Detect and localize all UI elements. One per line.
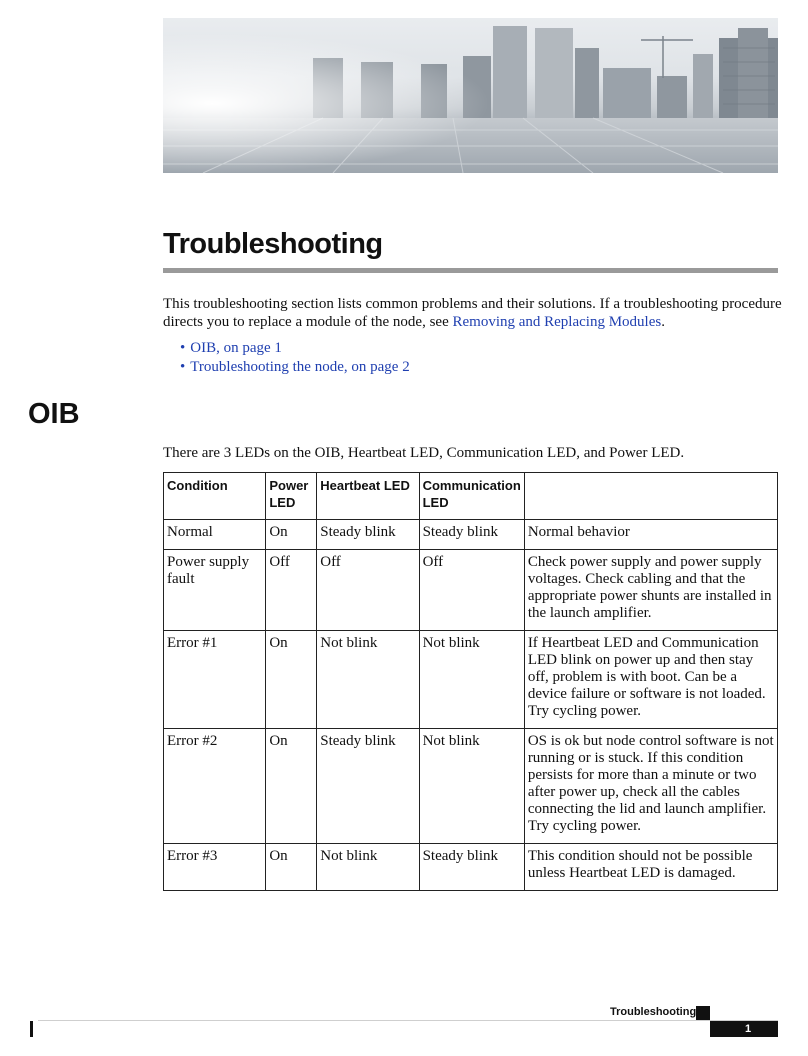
column-header-condition: Condition bbox=[164, 473, 266, 520]
section-heading-oib: OIB bbox=[28, 398, 80, 430]
table-cell: OS is ok but node control software is not running or is stuck. If this condition persists for more than a minute or two after power up, check all the cables connecting the lid and launch amplifier. Try cycling power. bbox=[524, 729, 777, 844]
table-cell: Not blink bbox=[419, 631, 524, 729]
page-number: 1 bbox=[710, 1021, 778, 1037]
section-intro: There are 3 LEDs on the OIB, Heartbeat LED, Communication LED, and Power LED. bbox=[163, 445, 685, 461]
table-cell: Not blink bbox=[317, 631, 419, 729]
table-cell: If Heartbeat LED and Communication LED blink on power up and then stay off, problem is with boot. Can be a device failure or software is not loaded. Try cycling power. bbox=[524, 631, 777, 729]
table-row bbox=[164, 550, 778, 631]
footer-marker bbox=[696, 1006, 710, 1020]
table-cell: Off bbox=[266, 550, 317, 631]
toc-item-oib bbox=[180, 339, 410, 358]
city-skyline-illustration bbox=[163, 18, 778, 173]
toc-item-troubleshooting-node bbox=[180, 358, 410, 377]
table-header-row bbox=[164, 473, 778, 520]
table-row bbox=[164, 631, 778, 729]
table-cell: Steady blink bbox=[419, 520, 524, 550]
chapter-toc bbox=[180, 339, 410, 377]
toc-link-oib[interactable]: OIB, on page 1 bbox=[190, 340, 282, 356]
table-cell: Off bbox=[317, 550, 419, 631]
title-rule bbox=[163, 268, 778, 273]
column-header-heartbeat-led: Heartbeat LED bbox=[317, 473, 419, 520]
table-cell: Steady blink bbox=[317, 729, 419, 844]
table-cell: Power supply fault bbox=[164, 550, 266, 631]
table-row bbox=[164, 844, 778, 891]
table-cell: Error #3 bbox=[164, 844, 266, 891]
footer-chapter-label: Troubleshooting bbox=[610, 1006, 697, 1018]
chapter-intro bbox=[163, 295, 783, 331]
table-cell: On bbox=[266, 844, 317, 891]
table-cell: Check power supply and power supply voltages. Check cabling and that the appropriate power shunts are installed in the launch amplifier. bbox=[524, 550, 777, 631]
table-cell: Steady blink bbox=[419, 844, 524, 891]
toc-link-troubleshooting-node[interactable]: Troubleshooting the node, on page 2 bbox=[190, 359, 410, 375]
footer-rule bbox=[38, 1020, 778, 1021]
table-cell: Normal bbox=[164, 520, 266, 550]
footer-tick bbox=[30, 1021, 33, 1037]
table-cell: On bbox=[266, 631, 317, 729]
table-cell: This condition should not be possible unless Heartbeat LED is damaged. bbox=[524, 844, 777, 891]
table-cell: Steady blink bbox=[317, 520, 419, 550]
intro-end: . bbox=[661, 314, 665, 330]
table-row bbox=[164, 520, 778, 550]
table-cell: Normal behavior bbox=[524, 520, 777, 550]
column-header-communication-led: Communication LED bbox=[419, 473, 524, 520]
removing-replacing-modules-link[interactable]: Removing and Replacing Modules bbox=[452, 314, 662, 330]
table-cell: Off bbox=[419, 550, 524, 631]
intro-text: This troubleshooting section lists common problems and their solutions. If a troubleshooting procedure directs you to replace a module of the node, see bbox=[163, 296, 782, 330]
table-cell: On bbox=[266, 729, 317, 844]
table-row bbox=[164, 729, 778, 844]
led-status-table bbox=[163, 472, 778, 891]
chapter-title: Troubleshooting bbox=[163, 228, 383, 260]
table-cell: Error #2 bbox=[164, 729, 266, 844]
table-cell: Not blink bbox=[317, 844, 419, 891]
table-cell: On bbox=[266, 520, 317, 550]
table-cell: Not blink bbox=[419, 729, 524, 844]
column-header-description bbox=[524, 473, 777, 520]
table-cell: Error #1 bbox=[164, 631, 266, 729]
column-header-power-led: Power LED bbox=[266, 473, 317, 520]
header-banner-image bbox=[163, 18, 778, 173]
